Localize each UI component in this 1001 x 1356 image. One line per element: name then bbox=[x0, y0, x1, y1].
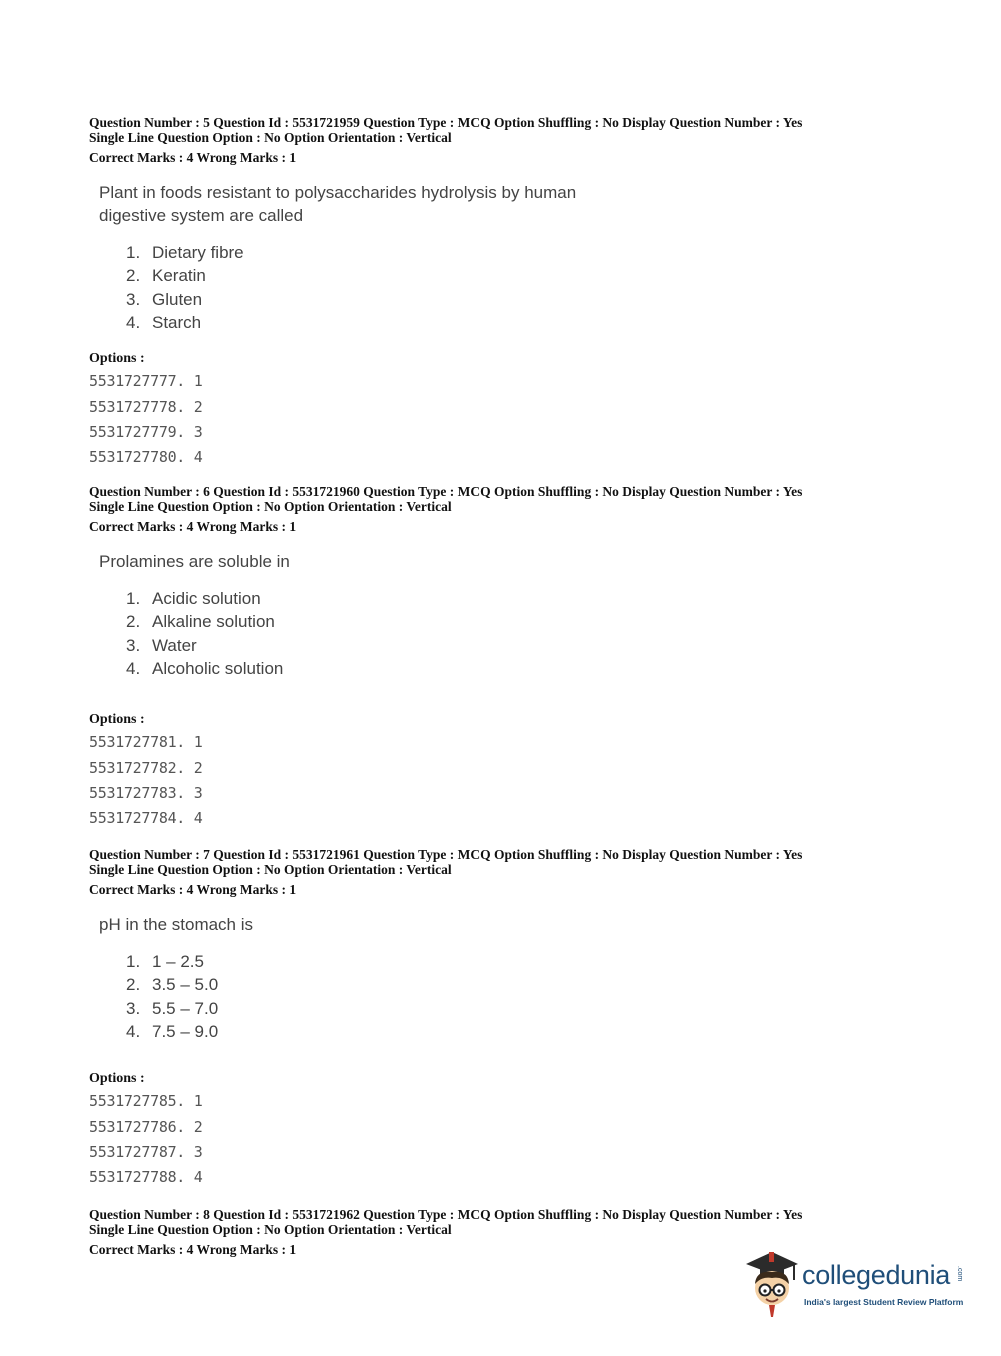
answer-choice bbox=[126, 241, 909, 264]
option-id: 5531727778. 2 bbox=[89, 397, 203, 416]
options-heading: Options : bbox=[89, 712, 145, 728]
question-block-6 bbox=[89, 484, 909, 832]
options-heading: Options : bbox=[89, 1071, 145, 1087]
question-meta bbox=[89, 847, 909, 897]
answer-choice bbox=[126, 288, 909, 311]
question-meta-line: Question Number : 8 Question Id : 5531721962 Question Type : MCQ Option Shuffling : No Display Question Number : Yes bbox=[89, 1207, 803, 1222]
logo-tagline: India's largest Student Review Platform bbox=[804, 1297, 964, 1307]
options-list bbox=[89, 730, 909, 832]
question-text bbox=[99, 181, 619, 227]
question-text-line: pH in the stomach is bbox=[99, 915, 254, 934]
choice-number: 4. bbox=[126, 312, 141, 332]
question-text-line: Prolamines are soluble in bbox=[99, 552, 290, 571]
choice-text: 7.5 – 9.0 bbox=[152, 1021, 219, 1041]
choice-text: 3.5 – 5.0 bbox=[152, 975, 219, 995]
choice-number: 1. bbox=[126, 243, 141, 262]
choice-number: 1. bbox=[126, 589, 141, 608]
question-meta bbox=[89, 115, 909, 165]
collegedunia-logo bbox=[742, 1248, 972, 1318]
option-id: 5531727779. 3 bbox=[89, 422, 203, 441]
answer-choice bbox=[126, 950, 909, 973]
choice-number: 3. bbox=[126, 998, 141, 1018]
option-id: 5531727785. 1 bbox=[89, 1092, 203, 1111]
mascot-icon bbox=[742, 1248, 802, 1318]
option-id: 5531727782. 2 bbox=[89, 758, 203, 777]
option-id: 5531727784. 4 bbox=[89, 809, 203, 828]
choice-number: 3. bbox=[126, 635, 141, 655]
question-meta-line: Question Number : 5 Question Id : 5531721959 Question Type : MCQ Option Shuffling : No Display Question Number : Yes bbox=[89, 115, 803, 130]
question-meta bbox=[89, 484, 909, 534]
answer-choices bbox=[126, 587, 909, 680]
logo-wordmark: collegedunia bbox=[802, 1260, 951, 1290]
question-meta-line: Single Line Question Option : No Option Orientation : Vertical bbox=[89, 130, 452, 145]
question-text-line: digestive system are called bbox=[99, 206, 304, 225]
choice-text: Alcoholic solution bbox=[152, 658, 284, 678]
options-list bbox=[89, 369, 909, 471]
question-meta-line: Single Line Question Option : No Option Orientation : Vertical bbox=[89, 862, 452, 877]
choice-text: Dietary fibre bbox=[152, 243, 244, 262]
choice-number: 1. bbox=[126, 952, 141, 971]
question-text-line: Plant in foods resistant to polysaccharides hydrolysis by human bbox=[99, 183, 577, 202]
logo-suffix: .com bbox=[956, 1266, 963, 1282]
question-block-5 bbox=[89, 115, 909, 471]
answer-choices bbox=[126, 241, 909, 334]
answer-choice bbox=[126, 610, 909, 633]
choice-number: 3. bbox=[126, 289, 141, 309]
question-meta-line: Question Number : 7 Question Id : 5531721961 Question Type : MCQ Option Shuffling : No Display Question Number : Yes bbox=[89, 847, 803, 862]
option-id: 5531727777. 1 bbox=[89, 372, 203, 391]
answer-choice bbox=[126, 973, 909, 996]
choice-text: Alkaline solution bbox=[152, 612, 275, 632]
option-id: 5531727787. 3 bbox=[89, 1142, 203, 1161]
choice-text: Keratin bbox=[152, 266, 206, 286]
question-marks: Correct Marks : 4 Wrong Marks : 1 bbox=[89, 882, 297, 897]
answer-choice bbox=[126, 311, 909, 334]
option-id: 5531727783. 3 bbox=[89, 783, 203, 802]
question-meta-line: Single Line Question Option : No Option Orientation : Vertical bbox=[89, 1222, 452, 1237]
choice-text: 1 – 2.5 bbox=[152, 952, 204, 971]
options-list bbox=[89, 1089, 909, 1191]
question-marks: Correct Marks : 4 Wrong Marks : 1 bbox=[89, 519, 297, 534]
choice-text: Starch bbox=[152, 312, 202, 332]
options-heading: Options : bbox=[89, 351, 145, 367]
question-text bbox=[99, 913, 619, 936]
choice-text: Acidic solution bbox=[152, 589, 261, 608]
choice-text: Water bbox=[152, 635, 197, 655]
choice-text: Gluten bbox=[152, 289, 203, 309]
answer-choice bbox=[126, 1020, 909, 1043]
choice-number: 2. bbox=[126, 612, 141, 632]
option-id: 5531727786. 2 bbox=[89, 1117, 203, 1136]
choice-number: 4. bbox=[126, 1021, 141, 1041]
option-id: 5531727781. 1 bbox=[89, 733, 203, 752]
choice-number: 2. bbox=[126, 975, 141, 995]
question-text bbox=[99, 550, 619, 573]
option-id: 5531727788. 4 bbox=[89, 1168, 203, 1187]
option-id: 5531727780. 4 bbox=[89, 448, 203, 467]
answer-choice bbox=[126, 587, 909, 610]
choice-number: 4. bbox=[126, 658, 141, 678]
question-meta-line: Question Number : 6 Question Id : 5531721960 Question Type : MCQ Option Shuffling : No Display Question Number : Yes bbox=[89, 484, 803, 499]
answer-choice bbox=[126, 264, 909, 287]
answer-choice bbox=[126, 634, 909, 657]
answer-choice bbox=[126, 997, 909, 1020]
answer-choices bbox=[126, 950, 909, 1043]
question-meta-line: Single Line Question Option : No Option Orientation : Vertical bbox=[89, 499, 452, 514]
question-marks: Correct Marks : 4 Wrong Marks : 1 bbox=[89, 1242, 297, 1257]
choice-text: 5.5 – 7.0 bbox=[152, 998, 219, 1018]
question-marks: Correct Marks : 4 Wrong Marks : 1 bbox=[89, 150, 297, 165]
choice-number: 2. bbox=[126, 266, 141, 286]
answer-choice bbox=[126, 657, 909, 680]
question-block-7 bbox=[89, 847, 909, 1191]
